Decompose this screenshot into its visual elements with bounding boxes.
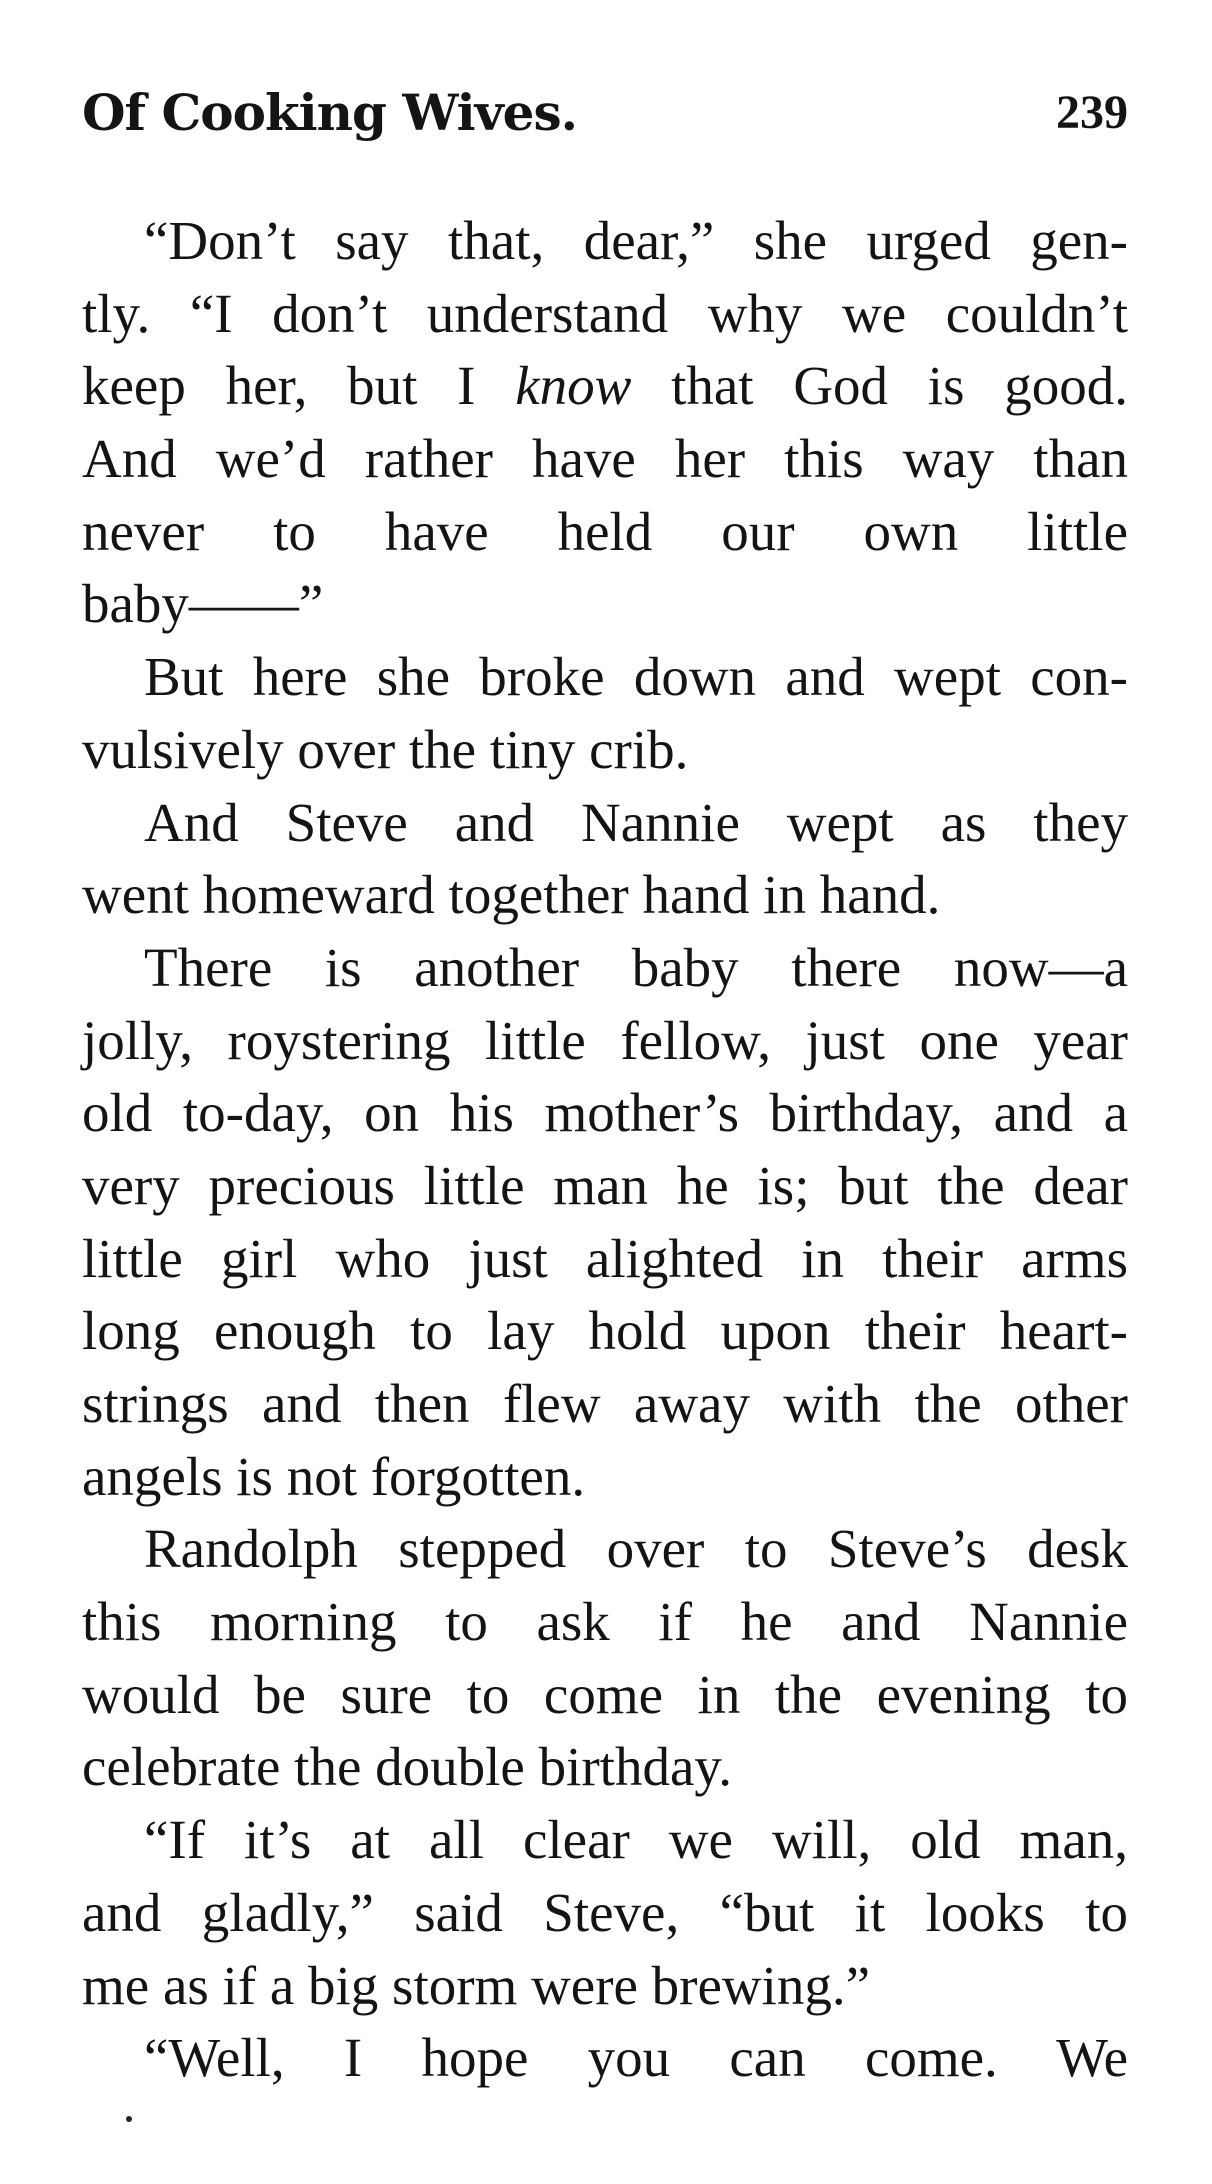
- text-line: long enough to lay hold upon their heart-: [82, 1300, 1128, 1362]
- text-line: me as if a big storm were brewing.”: [82, 1954, 871, 2016]
- body-text: [82, 205, 1128, 2095]
- text-line: angels is not forgotten.: [82, 1445, 586, 1507]
- text-line: And we’d rather have her this way than: [82, 428, 1128, 490]
- text-line: Randolph stepped over to Steve’s desk: [144, 1518, 1128, 1580]
- text-line: never to have held our own little: [82, 500, 1128, 562]
- text-line: “Don’t say that, dear,” she urged gen-: [144, 210, 1128, 271]
- text-line: old to-day, on his mother’s birthday, and a: [82, 1082, 1128, 1144]
- text-line: tly. “I don’t understand why we couldn’t: [82, 282, 1128, 344]
- text-line: “If it’s at all clear we will, old man,: [144, 1809, 1128, 1871]
- ink-speck: [126, 2116, 132, 2122]
- running-head: [82, 78, 1128, 148]
- text-line: very precious little man he is; but the dear: [82, 1154, 1128, 1216]
- text-line: vulsively over the tiny crib.: [82, 718, 689, 780]
- running-title: Of Cooking Wives.: [82, 83, 578, 142]
- text-line: went homeward together hand in hand.: [82, 864, 941, 926]
- text-line: And Steve and Nannie wept as they: [144, 791, 1128, 853]
- text-line: There is another baby there now—a: [144, 936, 1128, 998]
- text-line: baby——”: [82, 573, 324, 635]
- text-line: strings and then flew away with the other: [82, 1373, 1128, 1434]
- page-number: 239: [1056, 86, 1128, 139]
- text-line: celebrate the double birthday.: [82, 1736, 733, 1798]
- text-run: keep her, but I: [82, 355, 516, 417]
- text-line: this morning to ask if he and Nannie: [82, 1591, 1128, 1653]
- text-line: jolly, roystering little fellow, just one year: [82, 1009, 1128, 1071]
- text-line: [82, 350, 1128, 423]
- text-line: “Well, I hope you can come. We: [144, 2027, 1128, 2089]
- text-line: and gladly,” said Steve, “but it looks to: [82, 1881, 1128, 1943]
- text-line: But here she broke down and wept con-: [144, 646, 1128, 708]
- text-run: that God is good.: [631, 355, 1128, 417]
- text-line: little girl who just alighted in their arms: [82, 1227, 1128, 1289]
- emphasized-word: know: [515, 355, 632, 417]
- text-line: would be sure to come in the evening to: [82, 1663, 1128, 1725]
